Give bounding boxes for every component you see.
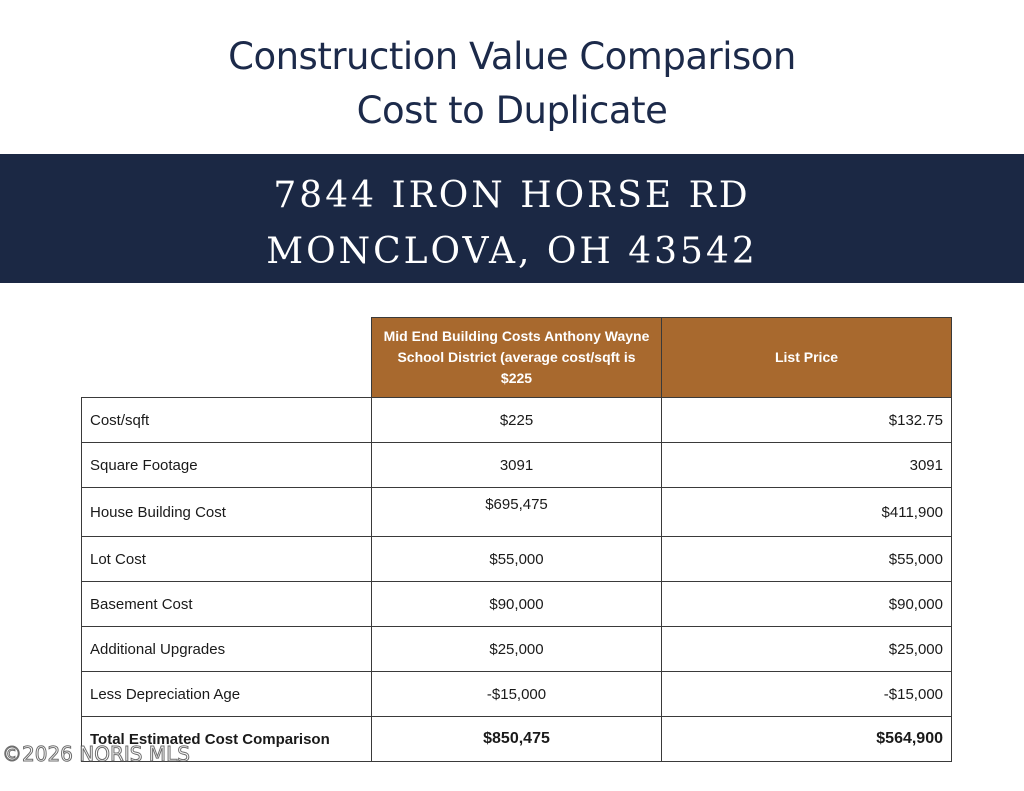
table-row	[82, 672, 952, 717]
row-list-value: $411,900	[662, 488, 952, 537]
title-block	[0, 30, 1024, 138]
header-blank-cell	[82, 318, 372, 398]
table-row	[82, 537, 952, 582]
table-total-row	[82, 717, 952, 762]
row-label: Square Footage	[82, 443, 372, 488]
total-label: Total Estimated Cost Comparison	[82, 717, 372, 762]
address-banner	[0, 154, 1024, 283]
row-mid-value: $695,475	[372, 488, 662, 537]
row-list-value: -$15,000	[662, 672, 952, 717]
page-title: Construction Value Comparison	[228, 35, 796, 78]
row-list-value: $55,000	[662, 537, 952, 582]
row-label: Additional Upgrades	[82, 627, 372, 672]
row-label: Cost/sqft	[82, 398, 372, 443]
row-mid-value: $25,000	[372, 627, 662, 672]
row-list-value: $90,000	[662, 582, 952, 627]
row-mid-value: 3091	[372, 443, 662, 488]
copyright-watermark: ©2026 NORIS MLS	[2, 742, 190, 766]
row-mid-value: $225	[372, 398, 662, 443]
table-row	[82, 488, 952, 537]
row-label: Lot Cost	[82, 537, 372, 582]
row-mid-value: $90,000	[372, 582, 662, 627]
row-mid-value: $55,000	[372, 537, 662, 582]
cost-comparison-table	[81, 317, 952, 762]
total-list-value: $564,900	[662, 717, 952, 762]
row-label: Less Depreciation Age	[82, 672, 372, 717]
row-list-value: $25,000	[662, 627, 952, 672]
header-list-price: List Price	[662, 318, 952, 398]
row-label: House Building Cost	[82, 488, 372, 537]
table-row	[82, 582, 952, 627]
row-list-value: 3091	[662, 443, 952, 488]
page-subtitle: Cost to Duplicate	[356, 89, 668, 132]
row-label: Basement Cost	[82, 582, 372, 627]
row-mid-value: -$15,000	[372, 672, 662, 717]
address-street: 7844 IRON HORSE RD	[273, 175, 751, 216]
address-city: MONCLOVA, OH 43542	[266, 231, 758, 272]
total-mid-value: $850,475	[372, 717, 662, 762]
header-mid-end-costs: Mid End Building Costs Anthony Wayne School District (average cost/sqft is $225	[372, 318, 662, 398]
row-list-value: $132.75	[662, 398, 952, 443]
table-header-row	[82, 318, 952, 398]
table-row	[82, 627, 952, 672]
table-row	[82, 398, 952, 443]
table-row	[82, 443, 952, 488]
